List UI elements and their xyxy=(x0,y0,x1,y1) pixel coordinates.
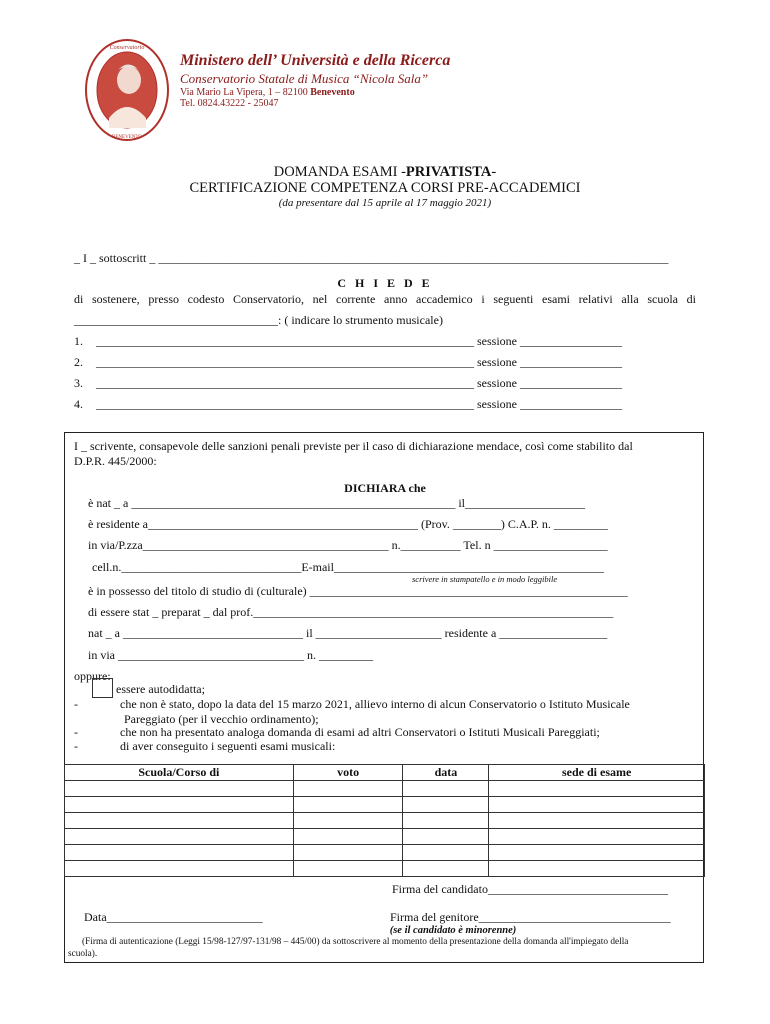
bullet-dash: - xyxy=(74,725,78,739)
table-cell[interactable] xyxy=(489,845,705,861)
conservatory-seal-logo xyxy=(84,38,170,142)
conservatory-address: Via Mario La Vipera, 1 – 82100 Benevento xyxy=(180,87,355,98)
table-cell[interactable] xyxy=(293,813,403,829)
instrument-field[interactable]: __________________________________: ( indicare lo strumento musicale) xyxy=(74,313,443,327)
street-field[interactable]: in via/P.zza_________________________________________ n.__________ Tel. n ___________________ xyxy=(88,538,608,552)
table-row xyxy=(65,861,705,877)
candidate-signature-field[interactable]: Firma del candidato______________________________ xyxy=(392,882,668,896)
teacher-birth-field[interactable]: nat _ a ______________________________ il _____________________ residente a __________________ xyxy=(88,626,608,640)
exam-row-field[interactable]: _______________________________________________________________ sessione _________________ xyxy=(96,334,622,348)
table-cell[interactable] xyxy=(65,781,294,797)
table-cell[interactable] xyxy=(65,845,294,861)
column-header: Scuola/Corso di xyxy=(65,765,294,781)
study-title-field[interactable]: è in possesso del titolo di studio di (culturale) _____________________________________________________ xyxy=(88,584,628,598)
table-row xyxy=(65,813,705,829)
date-field[interactable]: Data__________________________ xyxy=(84,910,263,924)
table-cell[interactable] xyxy=(403,861,489,877)
residence-field[interactable]: è residente a_____________________________________________ (Prov. ________) C.A.P. n. _________ xyxy=(88,517,608,531)
table-row xyxy=(65,829,705,845)
table-cell[interactable] xyxy=(293,797,403,813)
table-cell[interactable] xyxy=(65,829,294,845)
table-cell[interactable] xyxy=(403,781,489,797)
conservatory-phone: Tel. 0824.43222 - 25047 xyxy=(180,98,279,109)
signer-name-field[interactable]: _ I _ sottoscritt _ _____________________________________________________________________________________ xyxy=(74,251,669,265)
table-cell[interactable] xyxy=(403,845,489,861)
table-cell[interactable] xyxy=(65,813,294,829)
declaration-intro-cont: D.P.R. 445/2000: xyxy=(74,454,157,468)
table-cell[interactable] xyxy=(403,829,489,845)
table-cell[interactable] xyxy=(403,797,489,813)
table-cell[interactable] xyxy=(65,797,294,813)
column-header: voto xyxy=(293,765,403,781)
parent-signature-field[interactable]: Firma del genitore________________________________ xyxy=(390,910,671,924)
table-row xyxy=(65,845,705,861)
document-subtitle-main: CERTIFICAZIONE COMPETENZA CORSI PRE-ACCADEMICI xyxy=(189,180,581,196)
teacher-field[interactable]: di essere stat _ preparat _ dal prof.____________________________________________________________ xyxy=(88,605,614,619)
table-cell[interactable] xyxy=(489,813,705,829)
exam-row-field[interactable]: _______________________________________________________________ sessione _________________ xyxy=(96,376,622,390)
birthplace-field[interactable]: è nat _ a ______________________________________________________ il____________________ xyxy=(88,496,585,510)
autodidatta-label: essere autodidatta; xyxy=(116,682,205,696)
autodidatta-checkbox[interactable] xyxy=(92,678,113,698)
exam-row-number: 2. xyxy=(74,355,83,369)
statement-no-other-request: che non ha presentato analoga domanda di esami ad altri Conservatori o Istituti Musicali Pareggiati; xyxy=(120,725,600,739)
ministry-name: Ministero dell’ Università e della Ricerca xyxy=(180,52,451,69)
table-cell[interactable] xyxy=(293,781,403,797)
declaration-intro: I _ scrivente, consapevole delle sanzioni penali previste per il caso di dichiarazione mendace, così come stabilito dal xyxy=(74,439,633,453)
table-cell[interactable] xyxy=(293,845,403,861)
statement-not-student-cont: Pareggiato (per il vecchio ordinamento); xyxy=(124,712,319,726)
column-header: data xyxy=(403,765,489,781)
statement-not-student: che non è stato, dopo la data del 15 marzo 2021, allievo interno di alcun Conservatorio o Istituto Musicale xyxy=(120,697,630,711)
table-cell[interactable] xyxy=(489,781,705,797)
oppure-label: oppure: xyxy=(74,669,111,683)
request-intro: di sostenere, presso codesto Conservatorio, nel corrente anno accademico i seguenti esami relativi alla scuola di xyxy=(74,292,696,306)
submission-period: (da presentare dal 15 aprile al 17 maggio 2021) xyxy=(278,197,492,209)
table-cell[interactable] xyxy=(65,861,294,877)
exam-row-field[interactable]: _______________________________________________________________ sessione _________________ xyxy=(96,355,622,369)
column-header: sede di esame xyxy=(489,765,705,781)
conservatory-name: Conservatorio Statale di Musica “Nicola Sala” xyxy=(180,71,429,86)
contact-field[interactable]: cell.n.______________________________E-mail_____________________________________________ xyxy=(92,560,604,574)
table-cell[interactable] xyxy=(489,797,705,813)
bullet-dash: - xyxy=(74,697,78,711)
authentication-note: (Firma di autenticazione (Leggi 15/98-127/97-131/98 – 445/00) da sottoscrivere al momento della presentazione della domanda all'impiegato della xyxy=(82,937,629,947)
document-title: DOMANDA ESAMI -PRIVATISTA- xyxy=(273,164,497,180)
caps-note: scrivere in stampatello e in modo leggibile xyxy=(412,574,558,584)
table-cell[interactable] xyxy=(293,829,403,845)
exam-row-number: 3. xyxy=(74,376,83,390)
authentication-note-cont: scuola). xyxy=(68,949,98,959)
table-row xyxy=(65,781,705,797)
chiede-heading: C H I E D E xyxy=(337,276,433,290)
table-cell[interactable] xyxy=(293,861,403,877)
statement-exams-passed: di aver conseguito i seguenti esami musicali: xyxy=(120,739,336,753)
exam-row-number: 1. xyxy=(74,334,83,348)
minor-note: (se il candidato è minorenne) xyxy=(389,925,517,936)
exam-row-number: 4. xyxy=(74,397,83,411)
exam-row-field[interactable]: _______________________________________________________________ sessione _________________ xyxy=(96,397,622,411)
table-header-row xyxy=(65,765,705,781)
dichiara-heading: DICHIARA che xyxy=(344,481,426,495)
svg-text:BENEVENTO: BENEVENTO xyxy=(112,135,142,140)
teacher-street-field[interactable]: in via _______________________________ n. _________ xyxy=(88,648,373,662)
exams-table xyxy=(64,764,705,877)
table-cell[interactable] xyxy=(403,813,489,829)
table-cell[interactable] xyxy=(489,829,705,845)
table-cell[interactable] xyxy=(489,861,705,877)
svg-text:Conservatorio: Conservatorio xyxy=(109,45,145,51)
table-row xyxy=(65,797,705,813)
bullet-dash: - xyxy=(74,739,78,753)
